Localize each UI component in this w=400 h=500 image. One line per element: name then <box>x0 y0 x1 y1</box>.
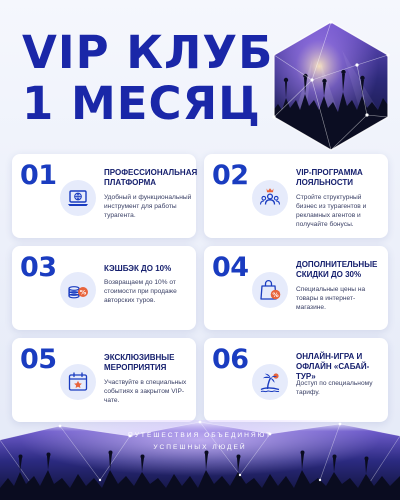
card-description: Доступ по специальному тарифу. <box>296 380 373 396</box>
card-number: 03 <box>20 252 57 283</box>
footer-slogan <box>0 430 400 453</box>
feature-card-03 <box>12 246 196 330</box>
card-title: ПРОФЕССИОНАЛЬНАЯ ПЛАТФОРМА <box>104 168 198 187</box>
coins-percent-icon <box>60 272 96 308</box>
card-description: Участвуйте в специальных событиях в закрытом VIP-чате. <box>104 379 187 404</box>
slogan-line-1: ПУТЕШЕСТВИЯ ОБЪЕДИНЯЮТ <box>128 432 272 439</box>
feature-card-02 <box>204 154 388 238</box>
card-description: Удобный и функциональный инструмент для работы турагента. <box>104 194 192 219</box>
card-title: ДОПОЛНИТЕЛЬНЫЕ СКИДКИ ДО 30% <box>296 260 378 279</box>
feature-card-04 <box>204 246 388 330</box>
palm-island-icon <box>252 364 288 400</box>
card-title: VIP-ПРОГРАММА ЛОЯЛЬНОСТИ <box>296 168 363 187</box>
slogan-line-2: УСПЕШНЫХ ЛЮДЕЙ <box>153 443 247 451</box>
concert-hexagon-image <box>272 20 390 152</box>
card-title: КЭШБЭК ДО 10% <box>104 264 172 273</box>
card-number: 05 <box>20 344 57 375</box>
card-description: Возвращаем до 10% от стоимости при продаже авторских туров. <box>104 279 177 304</box>
page-title <box>22 26 274 130</box>
title-line-1: VIP КЛУБ <box>22 26 274 79</box>
card-number: 06 <box>212 344 249 375</box>
group-crown-icon <box>252 180 288 216</box>
title-line-2: 1 МЕСЯЦ <box>22 77 261 130</box>
card-description: Специальные цены на товары в интернет-магазине. <box>296 286 366 311</box>
card-title: ЭКСКЛЮЗИВНЫЕ МЕРОПРИЯТИЯ <box>104 353 175 372</box>
card-number: 02 <box>212 160 249 191</box>
feature-card-06 <box>204 338 388 422</box>
svg-text:%: % <box>272 291 279 299</box>
concert-crowd-icon <box>272 20 390 152</box>
laptop-globe-icon <box>60 180 96 216</box>
card-number: 01 <box>20 160 57 191</box>
card-description: Стройте структурный бизнес из турагентов и рекламных агентов и получайте бонусы. <box>296 194 367 228</box>
shopping-bag-percent-icon <box>252 272 288 308</box>
feature-card-01 <box>12 154 196 238</box>
feature-card-05 <box>12 338 196 422</box>
svg-text:%: % <box>79 288 87 297</box>
calendar-star-icon <box>60 364 96 400</box>
card-number: 04 <box>212 252 249 283</box>
card-title: ОНЛАЙН-ИГРА И ОФЛАЙН «САБАЙ-ТУР» <box>296 352 370 381</box>
